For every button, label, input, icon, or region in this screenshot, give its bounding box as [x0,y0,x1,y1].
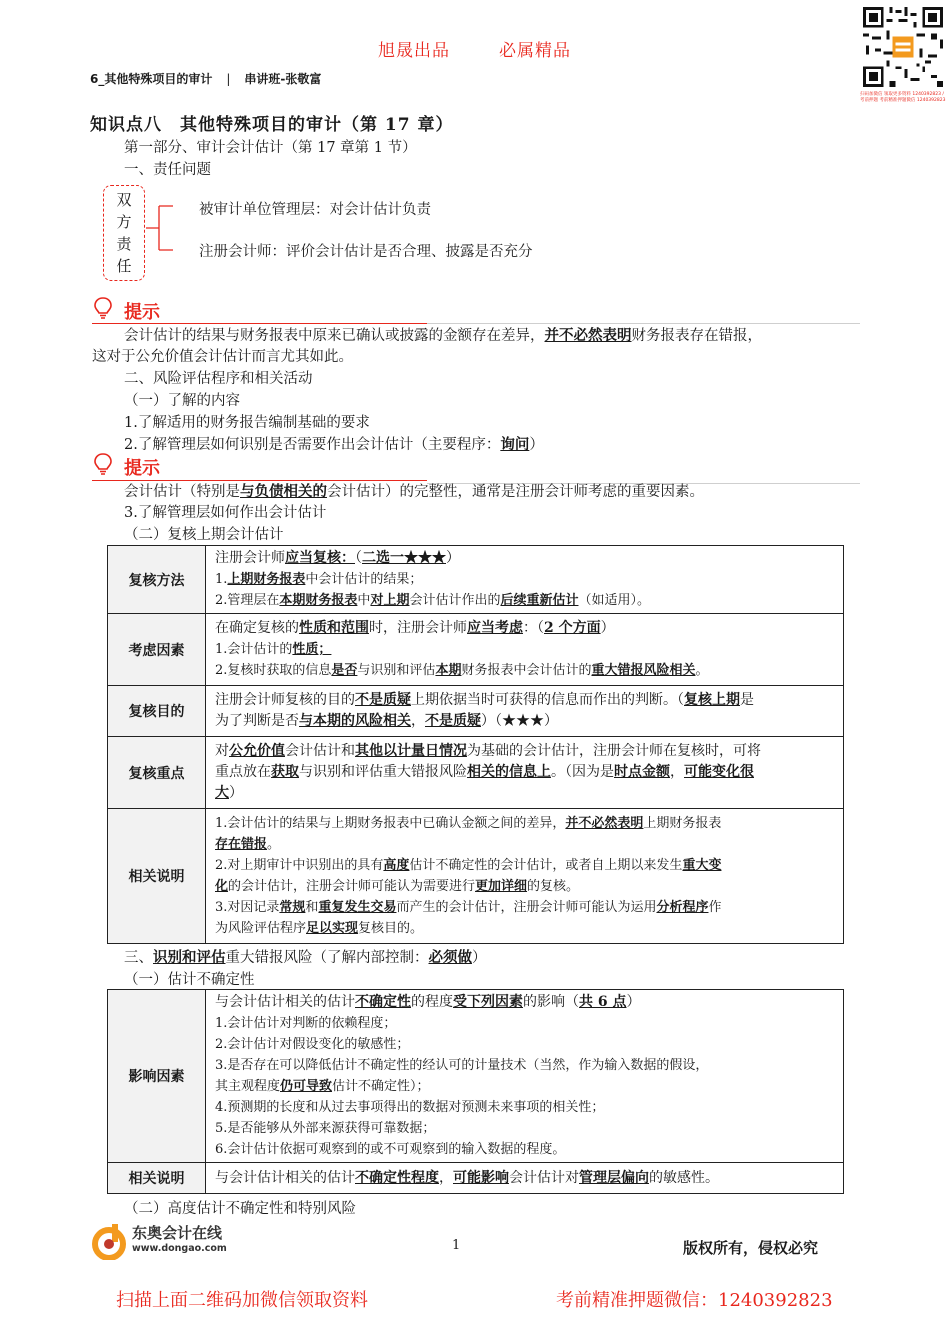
text: 与会计估计相关的估计 [215,994,355,1010]
row-header: 复核重点 [108,737,206,809]
cell-line [215,711,835,732]
emphasis: 识别和评估 [153,949,226,966]
text: 估计不确定性）； [332,1079,430,1094]
subsection-2-heading: （二）复核上期会计估计 [124,527,284,543]
emphasis: 可能影响 [453,1169,509,1186]
text: 中会计估计的结果； [305,572,423,587]
text: 复核目的。 [358,921,424,936]
table-row [108,546,844,614]
row-content [206,809,844,944]
emphasis: 足以实现 [306,921,359,936]
row-header: 考虑因素 [108,614,206,686]
text: 会计估计对 [509,1169,579,1186]
emphasis: 管理层偏向 [579,1169,649,1186]
cell-line [215,918,835,939]
footer-wechat-note: 扫描上面二维码加微信领取资料 [116,1290,368,1311]
cell-line: 4.预测期的长度和从过去事项得出的数据对预测未来事项的相关性； [215,1100,605,1115]
emphasis: 分析程序 [656,900,709,915]
text: 和 [305,900,319,915]
emphasis: 不确定性程度 [355,1169,439,1186]
emphasis: 性质和范围 [299,620,369,636]
subsection-1-heading: （一）了解的内容 [124,393,240,409]
text: 1.会计估计的结果与上期财务报表中已确认金额之间的差异， [215,816,566,831]
dongao-logo-icon [92,1224,126,1260]
tip-label: 提示 [124,302,160,323]
banner-right: 必属精品 [499,41,571,61]
cell-line [215,876,835,897]
text: 为了判断是否 [215,713,299,729]
text: 是 [740,692,754,708]
cell-line [215,660,835,681]
cell-line [215,783,835,804]
text: 为风险评估程序 [215,921,307,936]
tip-1-line-2: 这对于公允价值会计估计而言尤其如此。 [92,349,353,365]
text: 2.复核时获取的信息 [215,663,332,678]
text: 的程度 [411,994,453,1010]
text: 的会计估计，注册会计师可能认为需要进行 [228,879,476,894]
emphasis: 2 个方面 [544,620,601,636]
emphasis: 大 [215,785,229,801]
text: 而产生的会计估计，注册会计师可能认为运用 [396,900,657,915]
row-content [206,737,844,809]
text: 3.对因记录 [215,900,280,915]
text: 的影响（ [523,994,579,1010]
emphasis: 与负债相关的 [240,483,327,500]
cell-line [215,897,835,918]
chapter-label: 6_其他特殊项目的审计 [90,72,213,86]
text: 估计不确定性的会计估计，或者自上期以来发生 [409,858,683,873]
text: 2.了解管理层如何识别是否需要作出会计估计（主要程序： [124,437,501,453]
row-content [206,990,844,1163]
text: （如适用）。 [578,593,650,608]
cell-line [215,618,835,639]
emphasis: 不是质疑 [355,692,411,708]
review-prior-estimates-table [107,545,844,944]
cell-line [215,855,835,876]
text: 会计估计作出的 [409,593,501,608]
text: 注册会计师 [215,550,285,566]
tip-label: 提示 [124,458,160,479]
emphasis: 上期财务报表 [227,572,306,587]
cell-line [215,569,835,590]
emphasis: 存在错报 [215,837,268,852]
lightbulb-icon [92,452,114,476]
text: 财务报表存在错报， [631,328,762,344]
cell-line [215,548,835,569]
text: （ [355,550,362,566]
row-header: 影响因素 [108,990,206,1163]
page-title: 知识点八 其他特殊项目的审计（第 17 章） [90,115,454,135]
emphasis: 更加详细 [475,879,528,894]
emphasis: 时点金额 [614,764,670,780]
emphasis: 应当考虑 [467,620,523,636]
cell-line [215,1076,835,1097]
item-1: 1.了解适用的财务报告编制基础的要求 [124,415,370,431]
emphasis: 化 [215,879,229,894]
estimation-uncertainty-table [107,989,844,1194]
emphasis: 重大变 [682,858,722,873]
text: 会计估计）的完整性，通常是注册会计师考虑的重要因素。 [327,484,704,500]
course-label: 串讲班-张敬富 [244,72,322,86]
text: 注册会计师复核的目的 [215,692,355,708]
cell-line: 3.是否存在可以降低估计不确定性的经认可的计量技术（当然，作为输入数据的假设， [215,1058,709,1073]
cell-line [215,813,835,834]
text: ）（★★★） [481,713,558,729]
emphasis: 后续重新估计 [500,593,579,608]
emphasis: 重大错报风险相关 [591,663,696,678]
dual-char: 双 [116,191,132,209]
text: 会计估计和 [285,743,355,759]
emphasis: 相关的信息上 [467,764,551,780]
subsection-3-heading: （一）估计不确定性 [124,972,255,988]
emphasis: 其他以计量日情况 [355,743,467,759]
section-3-heading [124,946,487,967]
cell-line: 6.会计估计依据可观察到的或不可观察到的输入数据的程度。 [215,1142,566,1157]
text: 与会计估计相关的估计 [215,1169,355,1186]
qr-caption: 扫码加微信 领取更多资料 1240392823 / 考前押题 考前精准押题微信 1240392823 [860,92,946,103]
emphasis: 必须做 [428,949,472,966]
text: 时，注册会计师 [369,620,467,636]
table-row [108,809,844,944]
text: 重点放在 [215,764,271,780]
cell-line [215,639,835,660]
emphasis: 复核上期 [684,692,740,708]
text: 与识别和评估重大错报风险 [299,764,467,780]
emphasis: 受下列因素 [453,994,523,1010]
row-content [206,546,844,614]
table-row [108,1163,844,1194]
table-row [108,990,844,1163]
row-content [206,1163,844,1194]
emphasis: 仍可导致 [280,1079,333,1094]
emphasis: 并不必然表明 [565,816,644,831]
row-header: 复核方法 [108,546,206,614]
emphasis: 高度 [383,858,410,873]
text: 其主观程度 [215,1079,281,1094]
row-header: 复核目的 [108,686,206,737]
text: ） [529,437,544,453]
row-content [206,614,844,686]
page-number: 1 [452,1238,461,1253]
cell-line: 1.会计估计对判断的依赖程度； [215,1016,397,1031]
emphasis: 是否 [331,663,358,678]
emphasis: 本期 [435,663,462,678]
text: ） [600,620,615,636]
footer-wechat-id: 考前精准押题微信：1240392823 [556,1290,833,1311]
cell-line [215,992,835,1013]
emphasis: 询问 [500,436,530,453]
emphasis: 并不必然表明 [544,327,632,344]
header-separator: | [226,72,231,86]
text: 上期财务报表 [643,816,722,831]
text: 中 [357,593,371,608]
subsection-4-heading: （二）高度估计不确定性和特别风险 [124,1201,356,1217]
text: 会计估计（特别是 [124,484,240,500]
emphasis: 公允价值 [229,743,285,759]
lightbulb-icon [92,296,114,320]
text: 的复核。 [527,879,580,894]
text: ， [439,1169,453,1186]
banner-left: 旭晟出品 [378,41,450,61]
text: 与识别和评估 [357,663,436,678]
text: ） [472,950,487,966]
text: ） [626,994,641,1010]
text: 2.对上期审计中识别出的具有 [215,858,384,873]
emphasis: 不是质疑 [425,713,481,729]
qr-code-icon [860,4,946,90]
text: ， [670,764,684,780]
cell-line [215,741,835,762]
table-row [108,614,844,686]
table-row [108,737,844,809]
text: ） [446,550,460,566]
text: 重大错报风险（了解内部控制： [225,950,429,966]
dual-char: 责 [116,235,132,253]
text: 。 [695,663,709,678]
brace-connector [145,200,197,258]
cell-line [215,762,835,783]
cell-line: 2.会计估计对假设变化的敏感性； [215,1037,410,1052]
logo-url: www.dongao.com [132,1243,227,1254]
emphasis: 重复发生交易 [318,900,397,915]
text: 。 [267,837,281,852]
dual-char: 任 [116,257,132,275]
tip-1-line-1 [124,324,762,345]
row-content [206,686,844,737]
section-2-heading: 二、风险评估程序和相关活动 [124,371,313,387]
item-3: 3.了解管理层如何作出会计估计 [124,505,327,521]
text: 上期依据当时可获得的信息而作出的判断。（ [411,692,684,708]
emphasis: 获取 [271,764,299,780]
text: ， [411,713,425,729]
copyright-notice: 版权所有，侵权必究 [683,1239,819,1257]
text: 的敏感性。 [649,1169,719,1186]
cell-line [215,834,835,855]
text: ：（ [523,620,544,636]
text: 会计估计的结果与财务报表中原来已确认或披露的金额存在差异， [124,328,545,344]
cell-line: 5.是否能够从外部来源获得可靠数据； [215,1121,436,1136]
emphasis: 二选一★★★ [362,550,446,566]
tip-2-line [124,480,704,501]
dual-char: 方 [116,213,132,231]
emphasis: 性质； [292,642,332,657]
emphasis: 共 6 点 [579,994,627,1010]
emphasis: 常规 [279,900,306,915]
text: 财务报表中会计估计的 [461,663,592,678]
table-row [108,686,844,737]
cell-line [215,690,835,711]
text: ） [229,785,243,801]
item-2 [124,433,544,454]
row-header: 相关说明 [108,809,206,944]
running-header [90,70,321,87]
responsibility-auditor: 注册会计师：评价会计估计是否合理、披露是否充分 [199,244,533,260]
text: 对 [215,743,229,759]
text: 1.会计估计的 [215,642,293,657]
text: 在确定复核的 [215,620,299,636]
text: 2.管理层在 [215,593,280,608]
row-header: 相关说明 [108,1163,206,1194]
responsibility-management: 被审计单位管理层：对会计估计负责 [199,202,431,218]
emphasis: 与本期的风险相关 [299,713,411,729]
text: 三、 [124,950,153,966]
emphasis: 对上期 [370,593,410,608]
emphasis: 应当复核： [285,550,355,566]
text: 1. [215,572,228,587]
cell-line [215,1168,835,1189]
dual-responsibility-box [103,185,145,281]
section-1-heading: 一、责任问题 [124,162,211,178]
text: 为基础的会计估计，注册会计师在复核时，可将 [467,743,761,759]
emphasis: 不确定性 [355,994,411,1010]
emphasis: 本期财务报表 [279,593,358,608]
emphasis: 可能变化很 [684,764,754,780]
part-heading: 第一部分、审计会计估计（第 17 章第 1 节） [124,140,417,156]
logo-name: 东奥会计在线 [132,1224,223,1242]
cell-line [215,590,835,611]
text: 。（因为是 [551,764,614,780]
text: 作 [708,900,722,915]
